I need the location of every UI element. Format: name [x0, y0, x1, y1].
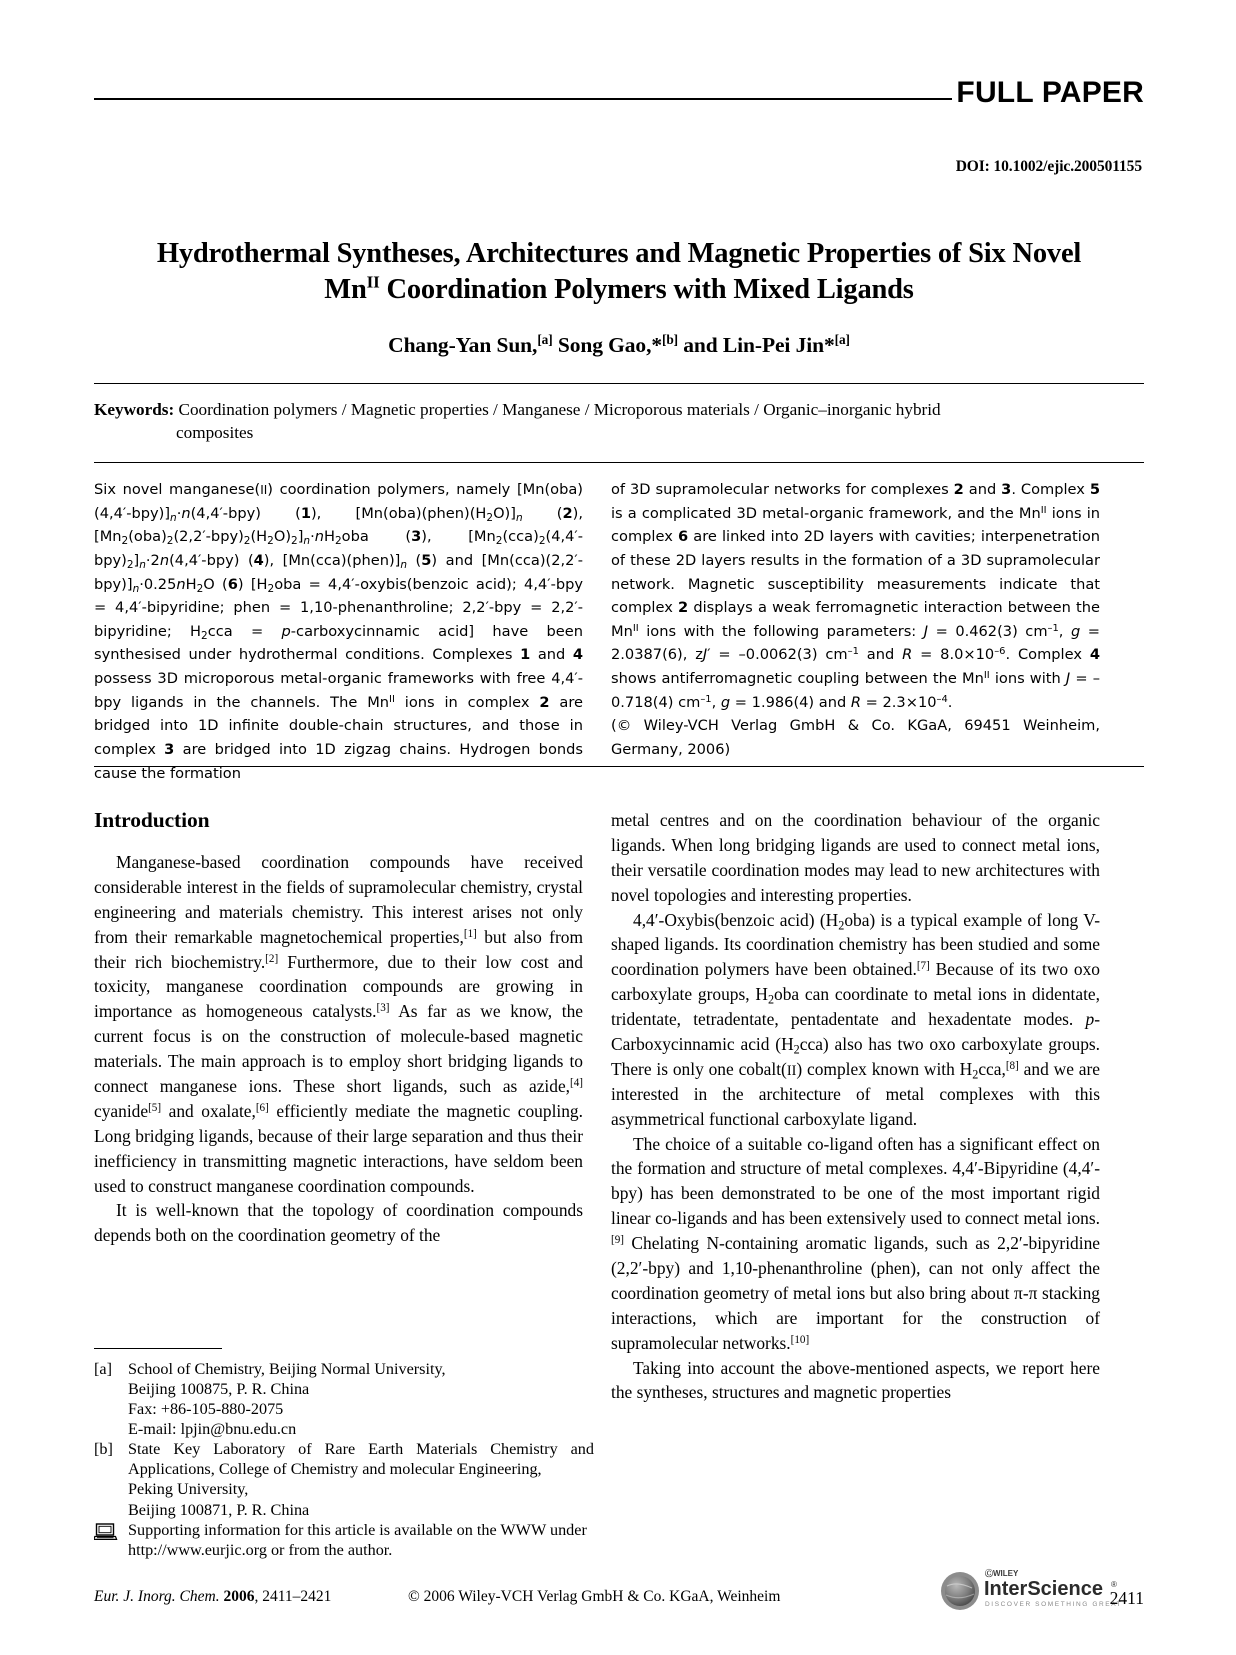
intro-paragraph-2: It is well-known that the topology of coordination compounds depends both on the coordination geometry of the — [94, 1200, 583, 1246]
footnote-item-supporting-info — [94, 1520, 594, 1560]
author-1: Chang-Yan Sun, — [388, 333, 538, 357]
body-column-right — [611, 808, 1100, 1405]
supporting-information-text[interactable]: Supporting information for this article is available on the WWW under http://www.eurjic.org or from the author. — [128, 1520, 587, 1559]
footnote-list — [94, 1359, 594, 1560]
affiliation-a-fax: Fax: +86-105-880-2075 — [128, 1400, 284, 1419]
author-1-affiliation-marker: [a] — [537, 331, 553, 347]
intro-paragraph-4: 4,4′-Oxybis(benzoic acid) $(H_2oba)$ is a typical example of long V-shaped ligands. Its coordination chemistry has been studied and some coordination polymers have been obtained.[7] Because of its two oxo carboxylate groups, $H_2oba$ can coordinate to metal ions in didentate, tridentate, tetradentate, pentadentate and hexadentate modes. p-Carboxycinnamic acid $(H_2cca)$ also has two oxo carboxylate groups. There is only one cobalt(II) complex known with $H_2cca,[8]$ and we are interested in the architecture of metal complexes with this asymmetrical functional carboxylate ligand. — [611, 909, 1101, 1129]
affiliation-b-line-2: Peking University, — [128, 1480, 249, 1499]
author-3-affiliation-marker: [a] — [834, 331, 850, 347]
abstract-rule-bottom — [94, 766, 1144, 767]
title-roman-two: II — [366, 272, 380, 292]
svg-text:®: ® — [1111, 1580, 1117, 1589]
abstract-block — [94, 478, 1144, 785]
page-footer — [94, 1569, 1144, 1622]
running-head — [94, 78, 1144, 108]
footer-journal-year: 2006 — [223, 1588, 255, 1605]
intro-paragraph-5: The choice of a suitable co-ligand often has a significant effect on the formation and structure of metal complexes. 4,4′-Bipyridine (4,4′-bpy) has been demonstrated to be one of the most important rigid linear co-ligands and has been extensively used to connect metal ions.[9] Chelating N-containing aromatic ligands, such as 2,2′-bipyridine (2,2′-bpy) and 1,10-phenanthroline (phen), can not only affect the coordination geometry of metal ions but also bring about π-π stacking interactions, which are important for the construction of supramolecular networks.[10] — [611, 1133, 1100, 1353]
abstract-copyright: (© Wiley-VCH Verlag GmbH & Co. KGaA, 69451 Weinheim, Germany, 2006) — [611, 717, 1100, 759]
svg-text:DISCOVER SOMETHING GREAT: DISCOVER SOMETHING GREAT — [985, 1601, 1123, 1608]
svg-text:InterScience: InterScience — [984, 1578, 1103, 1600]
footnote-text-b — [128, 1439, 594, 1519]
section-heading-introduction: Introduction — [94, 808, 210, 832]
affiliation-footnotes — [94, 1348, 594, 1560]
title-line-2-suffix: Coordination Polymers with Mixed Ligands — [379, 274, 914, 306]
intro-paragraph-6: Taking into account the above-mentioned aspects, we report here the syntheses, structures and magnetic properties — [611, 1357, 1100, 1403]
affiliation-b-line-3: Beijing 100871, P. R. China — [128, 1500, 310, 1519]
abstract-column-left — [94, 478, 583, 785]
affiliation-b-line-1: State Key Laboratory of Rare Earth Materials Chemistry and Applications, College of Chemistry and molecular Engineering, — [128, 1440, 594, 1479]
abstract-column-right — [611, 478, 1100, 785]
keywords-block — [94, 398, 1144, 444]
author-2-affiliation-marker: [b] — [662, 331, 678, 347]
doi-text: DOI: 10.1002/ejic.200501155 — [955, 158, 1142, 175]
laptop-icon — [94, 1523, 128, 1539]
abstract-text-left: Six novel manganese(II) coordination polymers, namely $[Mn(oba)(4,4'-bpy)]_n\cdot n(4,4'-bpy)$ (1), $[Mn(oba)(phen)(H_2O)]_n$ (2), $[Mn_2(oba)_2(2,2'-bpy)_2(H_2O)_2]_n\cdot nH_2oba$ (3), $[Mn_2(cca)_2(4,4'-bpy)_2]_n\cdot 2n(4,4'-bpy)$ (4), $[Mn(cca)(phen)]_n$ (5) and $[Mn(cca)(2,2'-bpy)]_n\cdot 0.25nH_2O$ (6) [$H_2oba$ = 4,4′-oxybis(benzoic acid); 4,4′-bpy = 4,4′-bipyridine; phen = 1,10-phenanthroline; 2,2′-bpy = 2,2′-bipyridine; $H_2cca$ = p-carboxycinnamic acid] have been synthesised under hydrothermal conditions. Complexes 1 and 4 possess 3D microporous metal-organic frameworks with free 4,4′-bpy ligands in the channels. The $Mn^{II}$ ions in complex 2 are bridged into 1D infinite double-chain structures, and those in complex 3 are bridged into 1D zigzag chains. Hydrogen bonds cause the formation — [94, 481, 584, 782]
title-line-2-prefix: Mn — [324, 274, 367, 306]
page-title — [94, 236, 1144, 309]
footer-journal-pages: , 2411–2421 — [254, 1588, 332, 1605]
running-head-rule — [94, 98, 952, 100]
intro-paragraph-3: metal centres and on the coordination behaviour of the organic ligands. When long bridging ligands are used to connect metal ions, their versatile coordination modes may lead to new architectures with novel topologies and interesting properties. — [611, 810, 1100, 905]
keywords-list: Coordination polymers / Magnetic properties / Manganese / Microporous materials / Organic–inorganic hybrid — [174, 400, 941, 419]
running-head-label: FULL PAPER — [956, 76, 1144, 109]
svg-text:ⒸWILEY: ⒸWILEY — [985, 1569, 1019, 1578]
keywords-label: Keywords: — [94, 400, 175, 419]
affiliation-a-line-1: School of Chemistry, Beijing Normal University, — [128, 1360, 446, 1378]
footer-copyright: © 2006 Wiley-VCH Verlag GmbH & Co. KGaA, Weinheim — [408, 1588, 781, 1605]
footnote-text-a — [128, 1359, 594, 1439]
footnote-marker-b: [b] — [94, 1440, 113, 1459]
footnote-rule — [94, 1348, 222, 1349]
page-number: 2411 — [1109, 1588, 1144, 1608]
title-line-1: Hydrothermal Syntheses, Architectures and Magnetic Properties of Six Novel — [156, 238, 1082, 269]
affiliation-a-email[interactable]: E-mail: lpjin@bnu.edu.cn — [128, 1420, 297, 1439]
author-list — [94, 333, 1144, 358]
keywords-rule-top — [94, 383, 1144, 384]
footer-journal-name: Eur. J. Inorg. Chem. — [94, 1588, 220, 1605]
intro-paragraph-1: Manganese-based coordination compounds have received considerable interest in the fields of supramolecular chemistry, crystal engineering and materials chemistry. This interest arises not only from their remarkable magnetochemical properties,[1] but also from their rich biochemistry.[2] Furthermore, due to their low cost and toxicity, manganese coordination compounds are growing in importance as homogeneous catalysts.[3] As far as we know, the current focus is on the construction of molecule-based magnetic materials. The main approach is to employ short bridging ligands to connect manganese ions. These short ligands, such as azide,[4] cyanide[5] and oxalate,[6] efficiently mediate the magnetic coupling. Long bridging ligands, because of their large separation and thus their inefficiency in transmitting magnetic interactions, have seldom been used to construct manganese coordination compounds. — [94, 852, 583, 1196]
author-3: and Lin-Pei Jin* — [678, 333, 835, 357]
footnote-item-a — [94, 1359, 594, 1439]
affiliation-a-line-2: Beijing 100875, P. R. China — [128, 1380, 310, 1399]
author-2: Song Gao,* — [552, 333, 662, 357]
body-columns — [94, 808, 1144, 1405]
keywords-rule-bottom — [94, 462, 1144, 463]
abstract-text-right: of 3D supramolecular networks for complexes 2 and 3. Complex 5 is a complicated 3D metal-organic framework, and the $Mn^{II}$ ions in complex 6 are linked into 2D layers with cavities; interpenetration of these 2D layers results in the formation of a 3D supramolecular network. Magnetic susceptibility measurements indicate that complex 2 displays a weak ferromagnetic interaction between the $Mn^{II}$ ions with the following parameters: J = 0.462(3) $cm^{-1}$, g = 2.0387(6), zJ′ = –0.0062(3) $cm^{-1}$ and $R = 8.0\times 10^{-6}$. Complex 4 shows antiferromagnetic coupling between the $Mn^{II}$ ions with J = –0.718(4) $cm^{-1}$, g = 1.986(4) and $R = 2.3\times 10^{-4}$. (© Wiley-VCH Verlag GmbH & Co. KGaA, 69451 Weinheim, Germany, 2006) — [611, 481, 1101, 759]
footer-journal-citation — [94, 1588, 331, 1606]
footnote-marker-a: [a] — [94, 1360, 112, 1378]
body-column-left — [94, 808, 583, 1405]
footnote-item-b — [94, 1439, 594, 1519]
keywords-continuation: composites — [176, 423, 254, 443]
